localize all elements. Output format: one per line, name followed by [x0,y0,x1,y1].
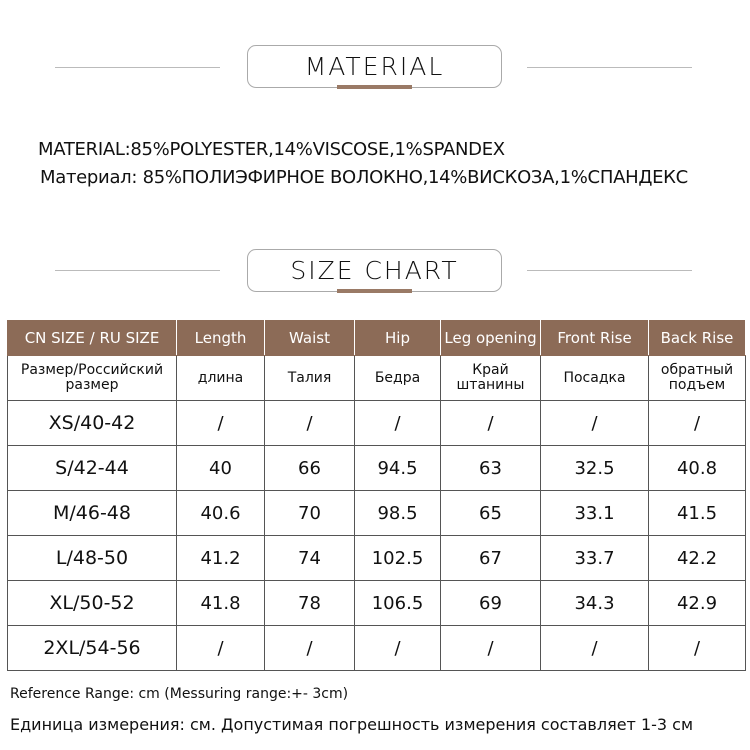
column-header: Front Rise [541,321,649,356]
table-cell: 106.5 [355,581,441,626]
column-header: Back Rise [649,321,746,356]
table-cell: 70 [265,491,355,536]
material-title-text: MATERIAL [304,52,445,81]
size-chart-title-text: SIZE CHART [290,256,459,285]
table-cell: / [177,626,265,671]
table-cell: 102.5 [355,536,441,581]
column-subheader: Посадка [541,356,649,401]
table-cell: 42.9 [649,581,746,626]
table-cell: / [649,401,746,446]
size-label: S/42-44 [8,446,177,491]
table-cell: / [541,401,649,446]
title-underline [337,85,412,89]
table-cell: 66 [265,446,355,491]
table-cell: 34.3 [541,581,649,626]
material-title [247,45,502,88]
column-header: Length [177,321,265,356]
table-cell: / [355,401,441,446]
column-subheader: Бедра [355,356,441,401]
column-header: Leg opening [441,321,541,356]
column-header: Hip [355,321,441,356]
column-subheader: длина [177,356,265,401]
table-row [8,446,746,491]
table-cell: 33.1 [541,491,649,536]
reference-range-note: Reference Range: cm (Messuring range:+- 3cm) [10,686,349,702]
table-cell: 69 [441,581,541,626]
table-row [8,491,746,536]
measurement-note-ru: Единица измерения: см. Допустимая погрешность измерения составляет 1-3 см [10,715,694,734]
table-row [8,401,746,446]
material-line-ru [40,167,688,188]
table-row [8,536,746,581]
column-header: Waist [265,321,355,356]
column-subheader: Размер/Российский размер [8,356,177,401]
table-cell: 40.8 [649,446,746,491]
column-header: CN SIZE / RU SIZE [8,321,177,356]
table-cell: / [265,401,355,446]
size-table [7,320,746,671]
table-cell: 63 [441,446,541,491]
table-cell: / [541,626,649,671]
table-cell: / [177,401,265,446]
table-cell: 40 [177,446,265,491]
column-subheader: Талия [265,356,355,401]
size-label: M/46-48 [8,491,177,536]
value: 85%ПОЛИЭФИРНОЕ ВОЛОКНО,14%ВИСКОЗА,1%СПАНДЕКС [142,167,688,188]
table-cell: 32.5 [541,446,649,491]
table-cell: 40.6 [177,491,265,536]
table-cell: 78 [265,581,355,626]
value: 85%POLYESTER,14%VISCOSE,1%SPANDEX [130,139,505,160]
table-cell: / [441,626,541,671]
table-cell: 41.5 [649,491,746,536]
table-cell: 41.2 [177,536,265,581]
divider [55,270,220,271]
label: Материал: [40,167,138,188]
table-cell: / [265,626,355,671]
table-cell: 33.7 [541,536,649,581]
divider [527,67,692,68]
size-label: XS/40-42 [8,401,177,446]
title-underline [337,289,412,293]
size-label: XL/50-52 [8,581,177,626]
table-cell: 98.5 [355,491,441,536]
table-cell: 41.8 [177,581,265,626]
table-row [8,581,746,626]
table-cell: 74 [265,536,355,581]
divider [527,270,692,271]
table-cell: / [441,401,541,446]
table-cell: / [649,626,746,671]
table-cell: 94.5 [355,446,441,491]
table-cell: 65 [441,491,541,536]
column-subheader: Край штанины [441,356,541,401]
label: MATERIAL: [38,139,131,160]
divider [55,67,220,68]
size-label: L/48-50 [8,536,177,581]
table-cell: / [355,626,441,671]
size-label: 2XL/54-56 [8,626,177,671]
material-line-en [38,139,505,160]
column-subheader: обратный подъем [649,356,746,401]
table-cell: 67 [441,536,541,581]
table-cell: 42.2 [649,536,746,581]
size-chart-title [247,249,502,292]
table-row [8,626,746,671]
